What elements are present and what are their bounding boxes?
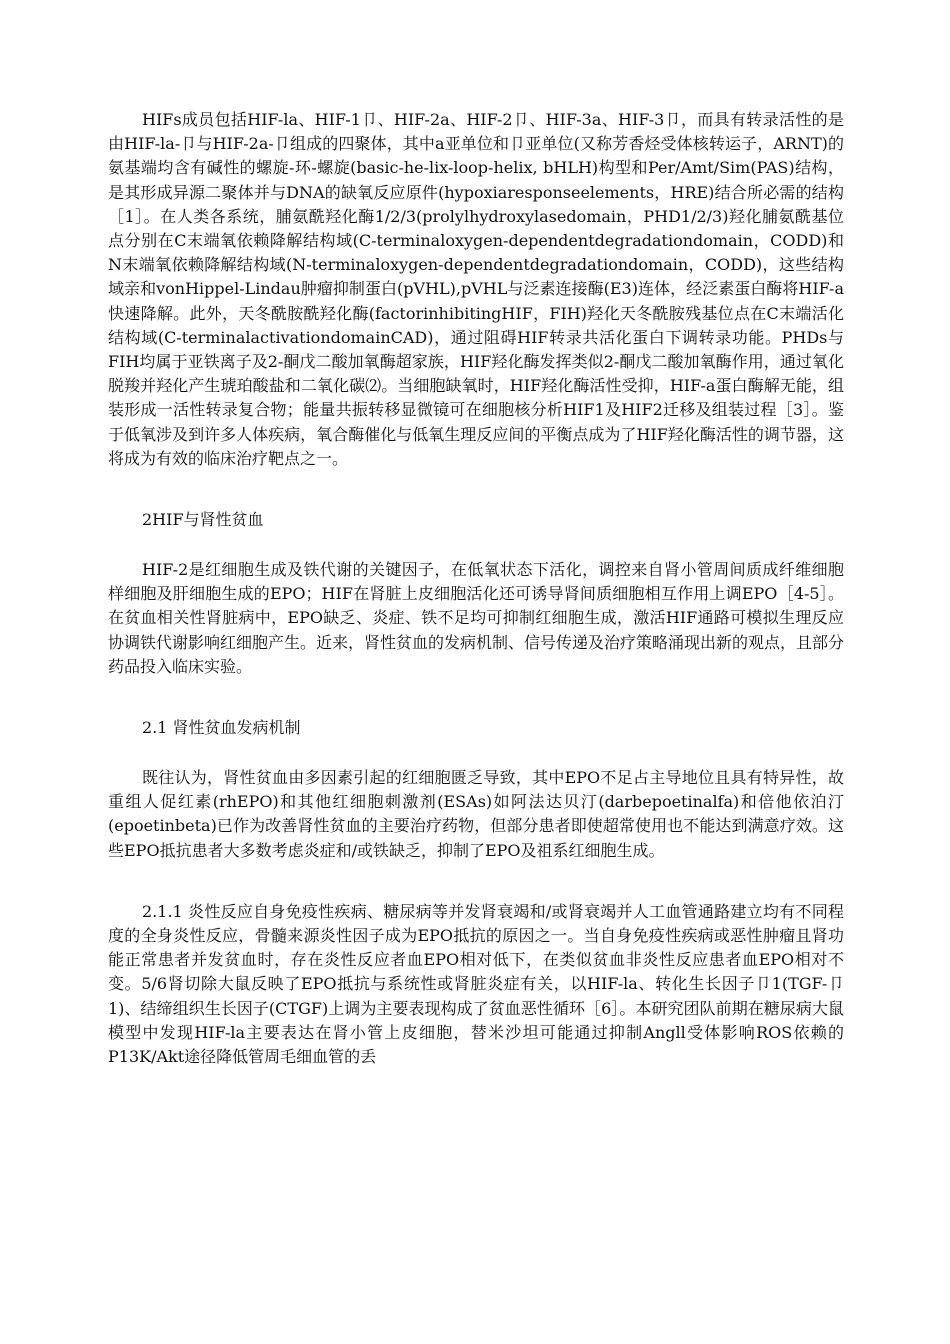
paragraph-spacer [108, 863, 844, 900]
body-paragraph-epo-resistance: 既往认为，肾性贫血由多因素引起的红细胞匮乏导致，其中EPO不足占主导地位且具有特异性，故重组人促红素(rhEPO)和其他红细胞刺激剂(ESAs)如阿法达贝汀(darbepoetinalfa)和倍他依泊汀(epoetinbeta)已作为改善肾性贫血的主要治疗药物，但部分患者即使超常使用也不能达到满意疗效。这些EPO抵抗患者大多数考虑炎症和/或铁缺乏，抑制了EPO及祖系红细胞生成。 [108, 768, 844, 860]
paragraph-spacer [108, 532, 844, 558]
paragraph-spacer [108, 471, 844, 508]
body-paragraph-inflammation: 2.1.1 炎性反应自身免疫性疾病、糖尿病等并发肾衰竭和/或肾衰竭并人工血管通路建立均有不同程度的全身炎性反应，骨髓来源炎性因子成为EPO抵抗的原因之一。当自身免疫性疾病或恶性肿瘤且肾功能正常患者并发贫血时，存在炎性反应者血EPO相对低下，在类似贫血非炎性反应患者血EPO相对不变。5/6肾切除大鼠反映了EPO抵抗与系统性或肾脏炎症有关，以HIF-la、转化生长因子卩1(TGF-卩1)、结缔组织生长因子(CTGF)上调为主要表现构成了贫血恶性循环［6］。本研究团队前期在糖尿病大鼠模型中发现HIF-la主要表达在肾小管上皮细胞，替米沙坦可能通过抑制Angll受体影响ROS依赖的P13K/Akt途径降低管周毛细血管的丢 [108, 901, 844, 1067]
section-heading-hif-renal-anemia: 2HIF与肾性贫血 [142, 510, 264, 530]
subsection-heading-pathogenesis: 2.1 肾性贫血发病机制 [142, 718, 301, 738]
document-page [108, 108, 844, 1069]
body-paragraph-hif2-epo: HIF-2是红细胞生成及铁代谢的关键因子，在低氧状态下活化，调控来自肾小管周间质成纤维细胞样细胞及肝细胞生成的EPO；HIF在肾脏上皮细胞活化还可诱导肾间质细胞相互作用上调EPO［4-5］。在贫血相关性肾脏病中，EPO缺乏、炎症、铁不足均可抑制红细胞生成，激活HIF通路可模拟生理反应协调铁代谢影响红细胞产生。近来，肾性贫血的发病机制、信号传递及治疗策略涌现出新的观点，且部分药品投入临床实验。 [108, 560, 845, 676]
body-paragraph-hif-members: HIFs成员包括HIF-la、HIF-1卩、HIF-2a、HIF-2卩、HIF-3a、HIF-3卩，而具有转录活性的是由HIF-la-卩与HIF-2a-卩组成的四聚体，其中a亚单位和卩亚单位(又称芳香烃受体核转运子，ARNT)的氨基端均含有碱性的螺旋-环-螺旋(basic-he-lix-loop-helix, bHLH)构型和Per/Amt/Sim(PAS)结构，是其形成异源二聚体并与DNA的缺氧反应原件(hypoxiaresponseelements，HRE)结合所必需的结构［1］。在人类各系统，脯氨酰羟化酶1/2/3(prolylhydroxylasedomain，PHD1/2/3)羟化脯氨酰基位点分别在C末端氧依赖降解结构域(C-terminaloxygen-dependentdegradationdomain，CODD)和N末端氧依赖降解结构域(N-terminaloxygen-dependentdegradationdomain，CODD)，这些结构域亲和vonHippel-Lindau肿瘤抑制蛋白(pVHL),pVHL与泛素连接酶(E3)连体，经泛素蛋白酶将HIF-a快速降解。此外，天冬酰胺酰羟化酶(factorinhibitingHIF，FIH)羟化天冬酰胺残基位点在C末端活化结构域(C-terminalactivationdomainCAD)，通过阻碍HIF转录共活化蛋白下调转录功能。PHDs与FIH均属于亚铁离子及2-酮戊二酸加氧酶超家族，HIF羟化酶发挥类似2-酮戊二酸加氧酶作用，通过氧化脱羧并羟化产生琥珀酸盐和二氧化碳⑵。当细胞缺氧时，HIF羟化酶活性受抑，HIF-a蛋白酶解无能，组装形成一活性转录复合物；能量共振转移显微镜可在细胞核分析HIF1及HIF2迁移及组装过程［3］。鉴于低氧涉及到许多人体疾病，氧合酶催化与低氧生理反应间的平衡点成为了HIF羟化酶活性的调节器，这将成为有效的临床治疗靶点之一。 [108, 110, 844, 468]
paragraph-spacer [108, 679, 844, 716]
paragraph-spacer [108, 740, 844, 766]
